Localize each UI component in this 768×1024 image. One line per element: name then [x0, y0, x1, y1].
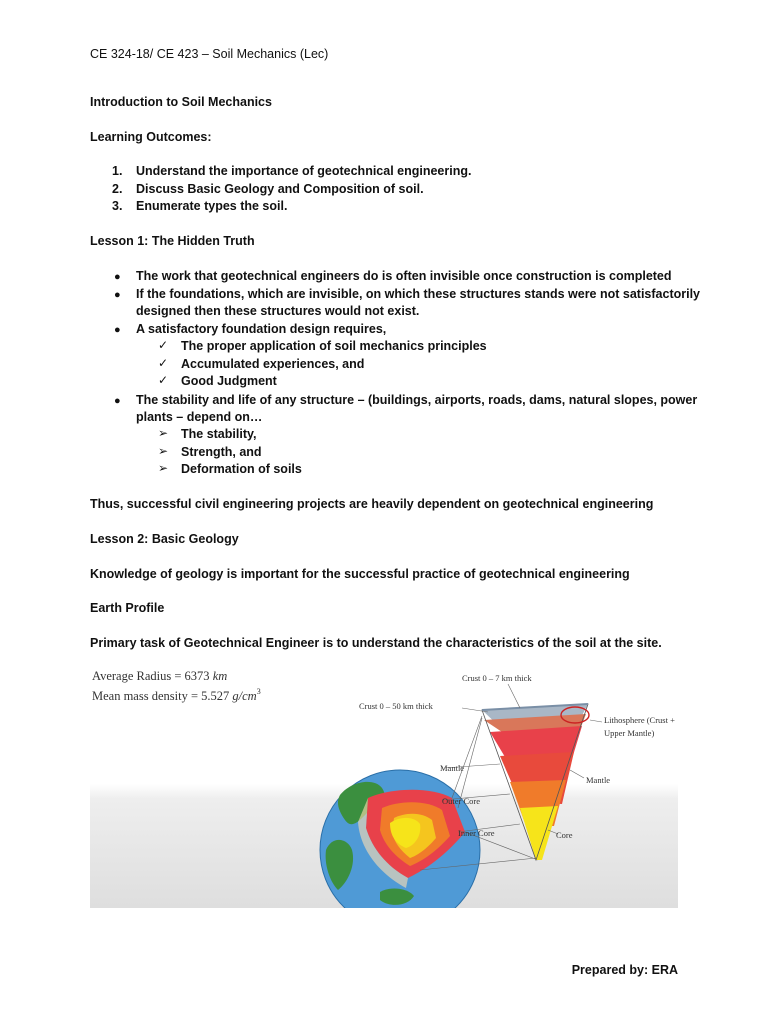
outcome-number-2: 2. [112, 182, 123, 196]
learning-outcomes-heading: Learning Outcomes: [90, 130, 212, 144]
outcome-number-1: 1. [112, 164, 123, 178]
bullet-icon: ● [114, 395, 121, 407]
inner-core-label: Inner Core [458, 828, 495, 838]
outcome-number-3: 3. [112, 199, 123, 213]
outcome-item-1: Understand the importance of geotechnical engineering. [136, 164, 472, 178]
earth-profile-figure [90, 660, 678, 908]
lesson1-bullet-4-cont: plants – depend on… [136, 410, 263, 424]
checkmark-icon: ✓ [158, 338, 169, 352]
lesson2-heading: Lesson 2: Basic Geology [90, 532, 239, 546]
lesson1-bullet-4: The stability and life of any structure – (buildings, airports, roads, dams, natural slopes, power [136, 393, 698, 407]
outcome-item-2: Discuss Basic Geology and Composition of soil. [136, 182, 424, 196]
core-label: Core [556, 830, 573, 840]
check-item-1: The proper application of soil mechanics principles [181, 339, 487, 353]
arrow-item-2: Strength, and [181, 445, 262, 459]
arrow-bullet-icon: ➢ [158, 444, 169, 458]
checkmark-icon: ✓ [158, 373, 169, 387]
mantle-left-label: Mantle [440, 763, 465, 773]
lithosphere-label-line2: Upper Mantle) [604, 728, 655, 738]
lithosphere-label-line1: Lithosphere (Crust + [604, 715, 675, 725]
arrow-item-3: Deformation of soils [181, 462, 302, 476]
bullet-icon: ● [114, 324, 121, 336]
arrow-item-1: The stability, [181, 427, 257, 441]
checkmark-icon: ✓ [158, 356, 169, 370]
lesson1-bullet-2-cont: designed then these structures would not exist. [136, 304, 420, 318]
check-item-3: Good Judgment [181, 374, 277, 388]
outer-core-label: Outer Core [442, 796, 481, 806]
arrow-bullet-icon: ➢ [158, 461, 169, 475]
lesson1-conclusion: Thus, successful civil engineering projects are heavily dependent on geotechnical engineering [90, 497, 654, 511]
lesson1-bullet-1: The work that geotechnical engineers do is often invisible once construction is completed [136, 269, 672, 283]
lesson1-bullet-3: A satisfactory foundation design requires, [136, 322, 387, 336]
arrow-bullet-icon: ➢ [158, 426, 169, 440]
lesson1-bullet-2: If the foundations, which are invisible, on which these structures stands were not satisfactorily [136, 287, 701, 301]
check-item-2: Accumulated experiences, and [181, 357, 365, 371]
intro-heading: Introduction to Soil Mechanics [90, 95, 272, 109]
geology-knowledge: Knowledge of geology is important for the successful practice of geotechnical engineering [90, 567, 630, 581]
bullet-icon: ● [114, 271, 121, 283]
mean-density-label: Mean mass density = 5.527 $g/cm^3$ [92, 687, 261, 703]
course-title: CE 324-18/ CE 423 – Soil Mechanics (Lec) [90, 47, 329, 61]
earth-profile-heading: Earth Profile [90, 601, 165, 615]
mantle-right-label: Mantle [586, 775, 611, 785]
average-radius-label: Average Radius = 6373 km [92, 669, 228, 683]
lesson1-heading: Lesson 1: The Hidden Truth [90, 234, 255, 248]
outcome-item-3: Enumerate types the soil. [136, 199, 288, 213]
primary-task: Primary task of Geotechnical Engineer is to understand the characteristics of the soil at the site. [90, 636, 662, 650]
crust-thin-label: Crust 0 – 7 km thick [462, 673, 532, 683]
prepared-by: Prepared by: ERA [571, 963, 678, 977]
crust-thick-label: Crust 0 – 50 km thick [359, 701, 433, 711]
bullet-icon: ● [114, 289, 121, 301]
